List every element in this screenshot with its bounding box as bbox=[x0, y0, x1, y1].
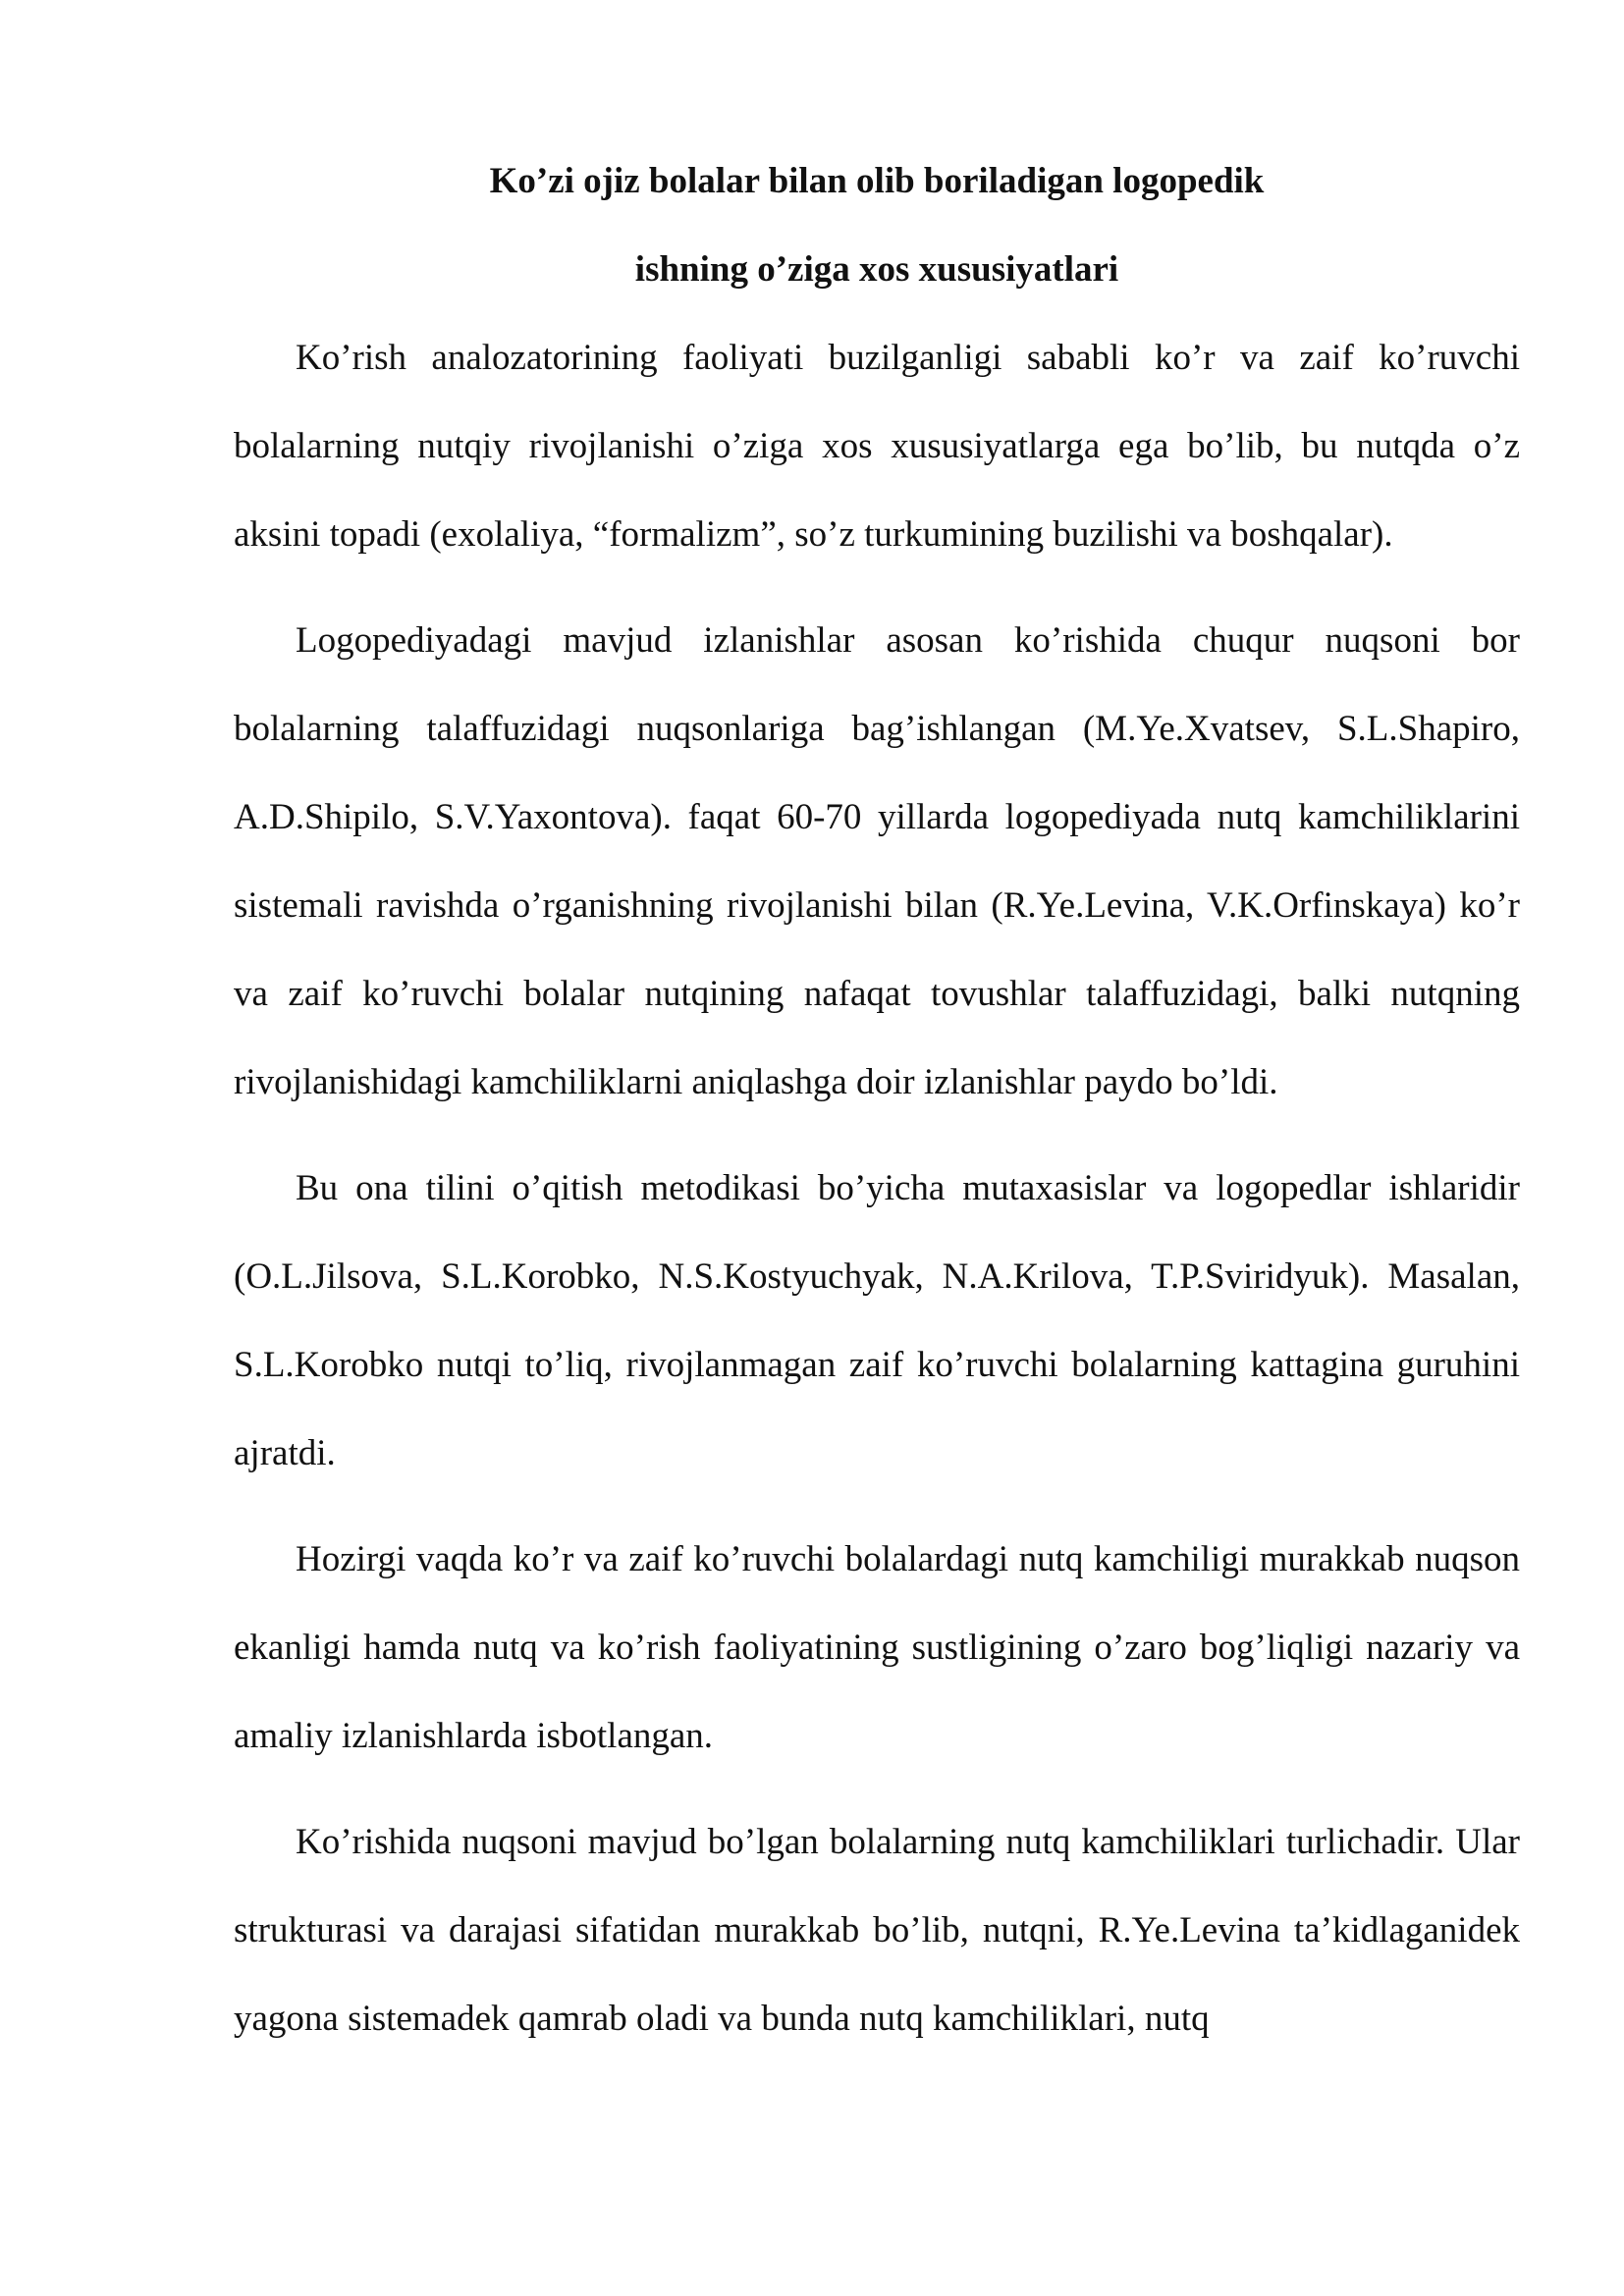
document-title-line-1: Ko’zi ojiz bolalar bilan olib boriladigan logopedik bbox=[489, 161, 1265, 201]
document-body bbox=[234, 137, 1520, 2063]
paragraph-2: Logopediyadagi mavjud izlanishlar asosan ko’rishida chuqur nuqsoni bor bolalarning talaffuzidagi nuqsonlariga bag’ishlangan (M.Ye.Xvatsev, S.L.Shapiro, A.D.Shipilo, S.V.Yaxontova). faqat 60-70 yillarda logopediyada nutq kamchiliklarini sistemali ravishda o’rganishning rivojlanishi bilan (R.Ye.Levina, V.K.Orfinskaya) ko’r va zaif ko’ruvchi bolalar nutqining nafaqat tovushlar talaffuzidagi, balki nutqning rivojlanishidagi kamchiliklarni aniqlashga doir izlanishlar paydo bo’ldi. bbox=[234, 620, 1520, 1102]
paragraph-1: Ko’rish analozatorining faoliyati buzilganligi sababli ko’r va zaif ko’ruvchi bolalarning nutqiy rivojlanishi o’ziga xos xususiyatlarga ega bo’lib, bu nutqda o’z aksini topadi (exolaliya, “formalizm”, so’z turkumining buzilishi va boshqalar). bbox=[234, 338, 1520, 555]
paragraph-4: Hozirgi vaqda ko’r va zaif ko’ruvchi bolalardagi nutq kamchiligi murakkab nuqson ekanligi hamda nutq va ko’rish faoliyatining sustligining o’zaro bog’liqligi nazariy va amaliy izlanishlarda isbotlangan. bbox=[234, 1539, 1520, 1756]
document-title-line-2: ishning o’ziga xos xususiyatlari bbox=[634, 249, 1119, 290]
paragraph-5: Ko’rishida nuqsoni mavjud bo’lgan bolalarning nutq kamchiliklari turlichadir. Ular strukturasi va darajasi sifatidan murakkab bo’lib, nutqni, R.Ye.Levina ta’kidlaganidek yagona sistemadek qamrab oladi va bunda nutq kamchiliklari, nutq bbox=[234, 1822, 1520, 2039]
paragraph-3: Bu ona tilini o’qitish metodikasi bo’yicha mutaxasislar va logopedlar ishlaridir (O.L.Jilsova, S.L.Korobko, N.S.Kostyuchyak, N.A.Krilova, T.P.Sviridyuk). Masalan, S.L.Korobko nutqi to’liq, rivojlanmagan zaif ko’ruvchi bolalarning kattagina guruhini ajratdi. bbox=[234, 1168, 1520, 1473]
